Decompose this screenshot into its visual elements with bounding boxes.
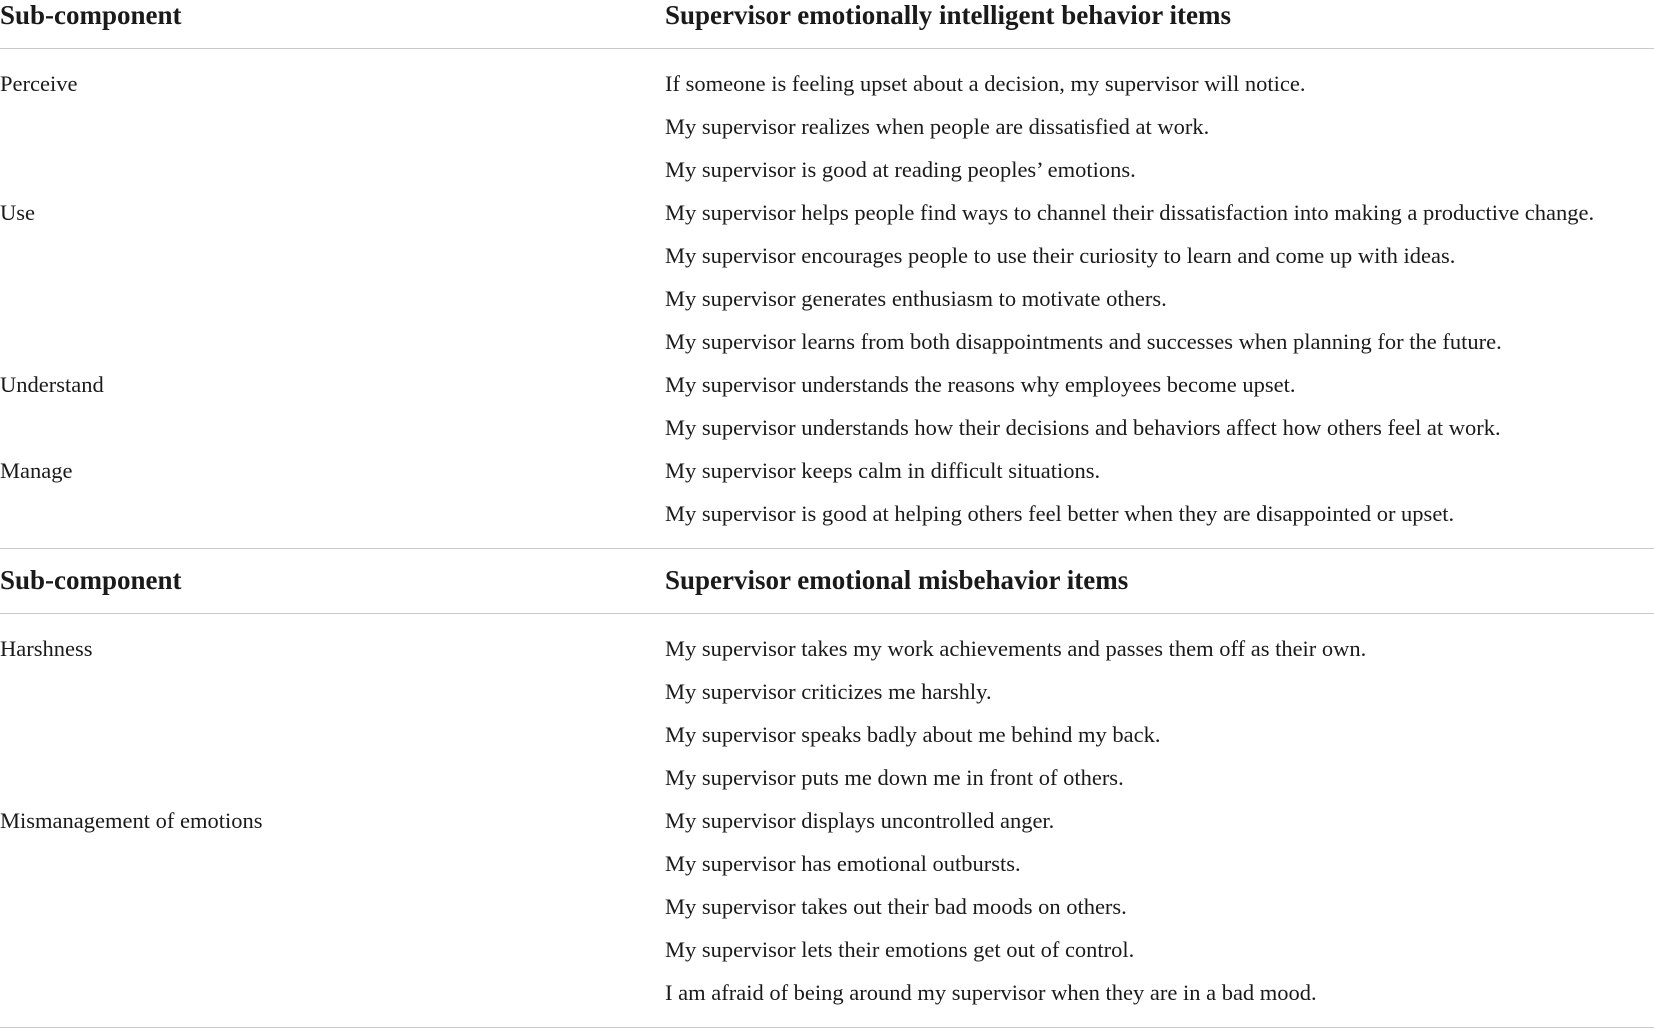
table-row: My supervisor speaks badly about me behind my back. <box>665 722 1161 747</box>
group-harshness <box>0 632 1654 804</box>
table-header-row <box>0 0 1654 49</box>
table-row: My supervisor encourages people to use their curiosity to learn and come up with ideas. <box>665 243 1456 268</box>
table-row: My supervisor realizes when people are dissatisfied at work. <box>665 114 1210 139</box>
item-list <box>665 632 1654 804</box>
item-list <box>665 368 1654 454</box>
section-divider <box>0 548 1654 549</box>
group-understand <box>0 368 1654 454</box>
table-row: My supervisor takes out their bad moods on others. <box>665 894 1127 919</box>
column-header-sub-component: Sub-component <box>0 0 182 30</box>
table-row: My supervisor criticizes me harshly. <box>665 679 992 704</box>
group-manage <box>0 454 1654 540</box>
section-divider <box>0 1027 1654 1028</box>
table-row: My supervisor lets their emotions get out of control. <box>665 937 1135 962</box>
column-header-sub-component: Sub-component <box>0 565 182 595</box>
group-label: Manage <box>0 458 73 483</box>
group-label: Harshness <box>0 636 93 661</box>
group-label: Mismanagement of emotions <box>0 808 263 833</box>
item-list <box>665 196 1654 368</box>
group-mismanagement-of-emotions <box>0 804 1654 1019</box>
item-list <box>665 454 1654 540</box>
table-row: My supervisor helps people find ways to channel their dissatisfaction into making a productive change. <box>665 200 1595 225</box>
column-header-items: Supervisor emotional misbehavior items <box>665 565 1129 595</box>
table-row: My supervisor learns from both disappointments and successes when planning for the future. <box>665 329 1502 354</box>
table-section-emotional-misbehavior <box>0 565 1654 1028</box>
table-row: If someone is feeling upset about a decision, my supervisor will notice. <box>665 71 1306 96</box>
table-row: I am afraid of being around my supervisor when they are in a bad mood. <box>665 980 1317 1005</box>
column-header-items: Supervisor emotionally intelligent behavior items <box>665 0 1231 30</box>
group-label: Understand <box>0 372 104 397</box>
table-row: My supervisor understands the reasons why employees become upset. <box>665 372 1296 397</box>
group-label: Use <box>0 200 35 225</box>
table-row: My supervisor is good at helping others feel better when they are disappointed or upset. <box>665 501 1455 526</box>
table-row: My supervisor understands how their decisions and behaviors affect how others feel at work. <box>665 415 1501 440</box>
table-body <box>0 614 1654 1027</box>
item-list <box>665 804 1654 1019</box>
group-use <box>0 196 1654 368</box>
table-row: My supervisor takes my work achievements and passes them off as their own. <box>665 636 1367 661</box>
table-body <box>0 49 1654 548</box>
table-row: My supervisor displays uncontrolled anger. <box>665 808 1055 833</box>
table-row: My supervisor has emotional outbursts. <box>665 851 1021 876</box>
item-list <box>665 67 1654 196</box>
table-row: My supervisor is good at reading peoples’ emotions. <box>665 157 1136 182</box>
table-row: My supervisor generates enthusiasm to motivate others. <box>665 286 1167 311</box>
group-perceive <box>0 67 1654 196</box>
table-row: My supervisor puts me down me in front of others. <box>665 765 1124 790</box>
table-header-row <box>0 565 1654 614</box>
table-row: My supervisor keeps calm in difficult situations. <box>665 458 1101 483</box>
group-label: Perceive <box>0 71 78 96</box>
